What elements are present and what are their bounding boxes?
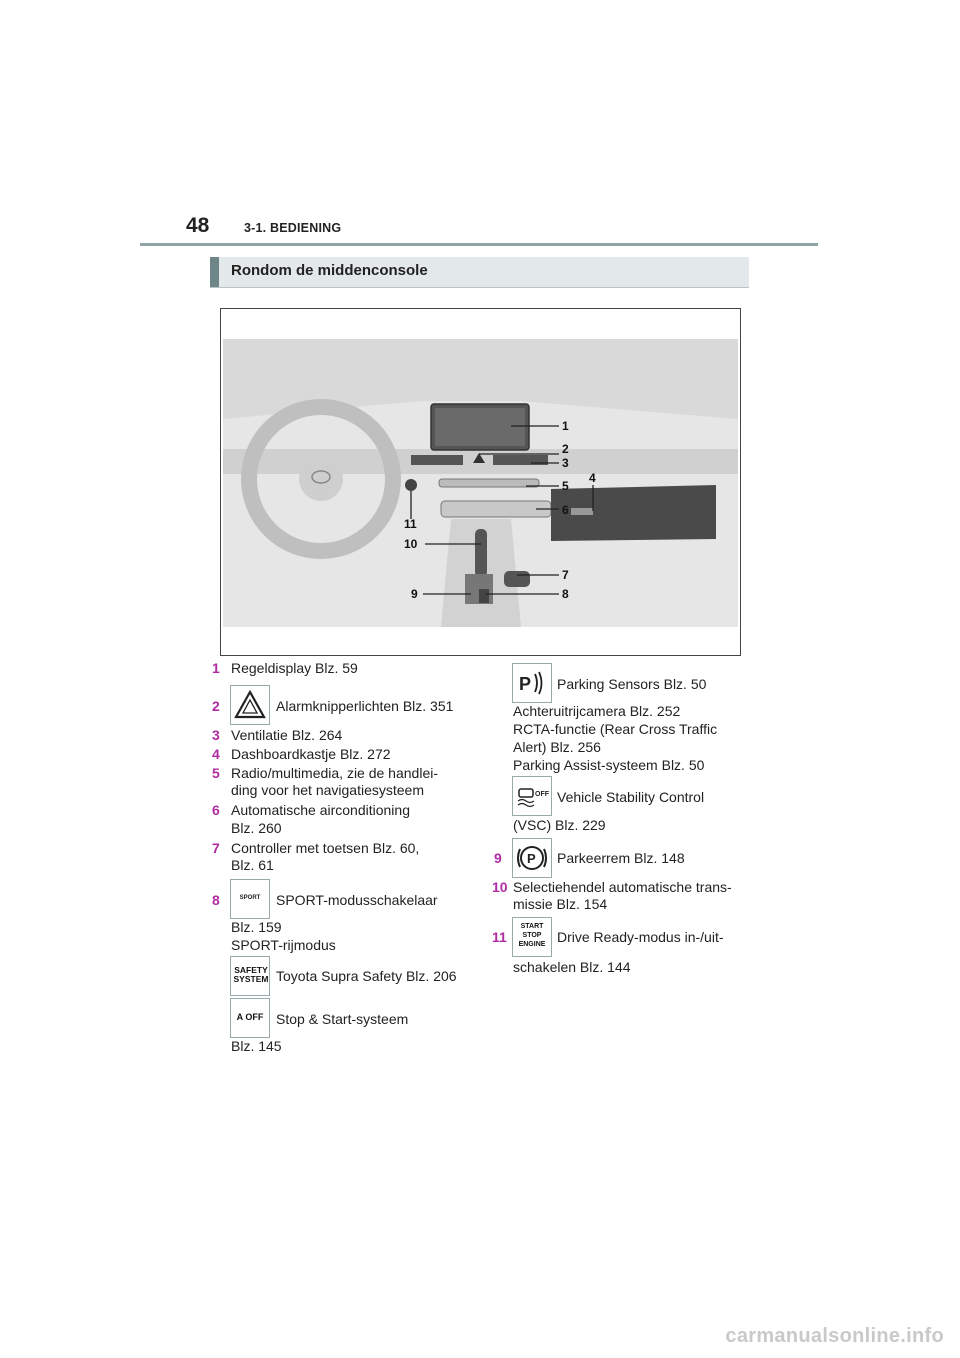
callout-7: 7 xyxy=(562,568,569,582)
svg-text:P: P xyxy=(519,674,532,694)
item-number-6: 6 xyxy=(212,802,220,818)
right-line-1: Achteruitrijcamera Blz. 252 xyxy=(513,703,681,719)
item-text-1: Regeldisplay Blz. 59 xyxy=(231,660,358,676)
item-text-7a: Controller met toetsen Blz. 60, xyxy=(231,840,420,856)
hazard-triangle-icon xyxy=(230,685,270,725)
stop-label: STOP xyxy=(522,932,542,939)
cockpit-drawing xyxy=(221,309,740,655)
item-text-6b: Blz. 260 xyxy=(231,820,282,836)
subheading-bar xyxy=(210,257,219,287)
callout-3: 3 xyxy=(562,456,569,470)
item-text-3: Ventilatie Blz. 264 xyxy=(231,727,343,743)
item-number-3: 3 xyxy=(212,727,220,743)
console-illustration xyxy=(220,308,741,656)
vsc-off-icon xyxy=(512,776,552,816)
item-text-11a: Drive Ready-modus in-/uit- xyxy=(557,929,724,945)
item-number-11: 11 xyxy=(492,929,507,945)
item-text-11b: schakelen Blz. 144 xyxy=(513,959,631,975)
start-stop-engine-icon xyxy=(512,917,552,957)
item-text-10a: Selectiehendel automatische trans- xyxy=(513,879,732,895)
stop-start-icon-label: A OFF xyxy=(236,1012,264,1022)
item-text-9: Parkeerrem Blz. 148 xyxy=(557,850,685,866)
parking-brake-icon xyxy=(512,838,552,878)
item-text-10b: missie Blz. 154 xyxy=(513,896,608,912)
item-number-1: 1 xyxy=(212,660,220,676)
item-text-4: Dashboardkastje Blz. 272 xyxy=(231,746,391,762)
right-line-2: RCTA-functie (Rear Cross Traffic xyxy=(513,721,718,737)
callout-10: 10 xyxy=(404,537,418,551)
item-number-10: 10 xyxy=(492,879,508,895)
stop-start-off-icon xyxy=(230,998,270,1038)
safety-icon-label: SAFETY SYSTEM xyxy=(233,965,269,984)
item-number-8: 8 xyxy=(212,892,220,908)
item-number-4: 4 xyxy=(212,746,220,762)
callout-5: 5 xyxy=(562,479,569,493)
subheading-title: Rondom de middenconsole xyxy=(231,262,428,279)
parking-brake-letter: P xyxy=(527,851,536,866)
stop-start-text: Stop & Start-systeem xyxy=(276,1011,409,1027)
callout-1: 1 xyxy=(562,419,569,433)
vsc-text-b: (VSC) Blz. 229 xyxy=(513,817,606,833)
vsc-icon-label: OFF xyxy=(535,791,549,798)
item-text-7b: Blz. 61 xyxy=(231,857,274,873)
page-number: 48 xyxy=(186,214,210,237)
section-title: 3-1. BEDIENING xyxy=(244,221,342,235)
callout-9: 9 xyxy=(411,587,418,601)
engine-label: ENGINE xyxy=(518,941,546,948)
item-text-6a: Automatische airconditioning xyxy=(231,802,410,818)
right-line-4: Parking Assist-systeem Blz. 50 xyxy=(513,757,705,773)
item-text-8c: SPORT-rijmodus xyxy=(231,937,336,953)
callout-11: 11 xyxy=(404,517,417,531)
callout-8: 8 xyxy=(562,587,569,601)
item-number-5: 5 xyxy=(212,765,220,781)
item-text-8b: Blz. 159 xyxy=(231,919,282,935)
sport-icon xyxy=(230,879,270,919)
start-label: START xyxy=(520,923,544,930)
item-number-9: 9 xyxy=(494,850,502,866)
sport-icon-label: SPORT xyxy=(239,895,261,901)
header-rule xyxy=(140,243,818,246)
watermark: carmanualsonline.info xyxy=(725,1325,944,1347)
callout-6: 6 xyxy=(562,503,569,517)
safety-system-icon xyxy=(230,956,270,996)
parking-sensors-icon xyxy=(512,663,552,703)
right-line-3: Alert) Blz. 256 xyxy=(513,739,601,755)
item-number-2: 2 xyxy=(212,698,220,714)
item-text-8a: SPORT-modusschakelaar xyxy=(276,892,438,908)
item-text-5a: Radio/multimedia, zie de handlei- xyxy=(231,765,438,781)
vsc-text: Vehicle Stability Control xyxy=(557,789,705,805)
item-number-7: 7 xyxy=(212,840,220,856)
item-text-2: Alarmknipperlichten Blz. 351 xyxy=(276,698,454,714)
stop-start-text-b: Blz. 145 xyxy=(231,1038,282,1054)
callout-4: 4 xyxy=(589,471,596,485)
subheading xyxy=(210,257,749,288)
parking-sensors-text: Parking Sensors Blz. 50 xyxy=(557,676,707,692)
item-text-5b: ding voor het navigatiesysteem xyxy=(231,782,424,798)
callout-2: 2 xyxy=(562,442,569,456)
safety-text: Toyota Supra Safety Blz. 206 xyxy=(276,968,457,984)
